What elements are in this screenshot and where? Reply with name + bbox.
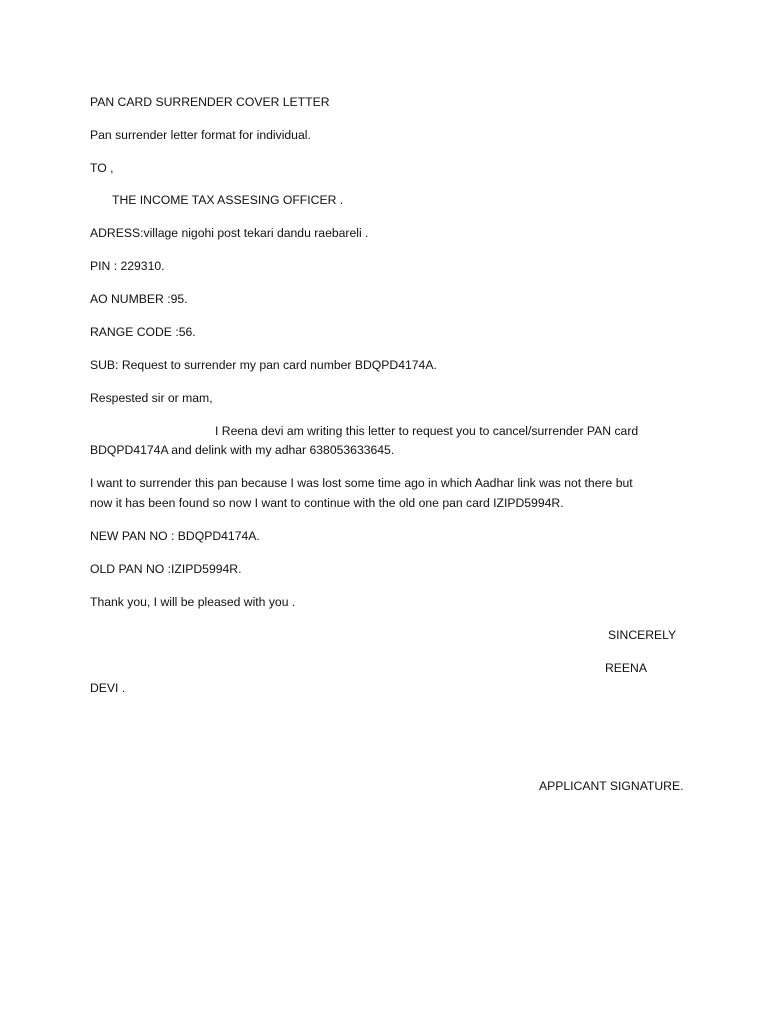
body-paragraph-2-line-2: now it has been found so now I want to continue with the old one pan card IZIPD5994R. — [90, 496, 564, 510]
letter-subheading: Pan surrender letter format for individual. — [90, 128, 311, 142]
new-pan-line: NEW PAN NO : BDQPD4174A. — [90, 529, 260, 543]
signer-name-part-1: REENA — [605, 661, 647, 675]
signature-label: APPLICANT SIGNATURE. — [539, 779, 684, 793]
address-line: ADRESS:village nigohi post tekari dandu raebareli . — [90, 226, 369, 240]
pin-line: PIN : 229310. — [90, 259, 165, 273]
ao-number-line: AO NUMBER :95. — [90, 292, 188, 306]
letter-heading: PAN CARD SURRENDER COVER LETTER — [90, 95, 330, 109]
to-line: TO , — [90, 161, 114, 175]
recipient-line: THE INCOME TAX ASSESING OFFICER . — [112, 193, 344, 207]
closing-line: SINCERELY — [608, 628, 677, 642]
thanks-line: Thank you, I will be pleased with you . — [90, 595, 296, 609]
body-paragraph-1-line-2: BDQPD4174A and delink with my adhar 638053633645. — [90, 443, 395, 457]
body-paragraph-1-line-1: I Reena devi am writing this letter to request you to cancel/surrender PAN card — [215, 424, 639, 438]
signer-name-part-2: DEVI . — [90, 681, 126, 695]
subject-line: SUB: Request to surrender my pan card number BDQPD4174A. — [90, 358, 437, 372]
body-paragraph-2-line-1: I want to surrender this pan because I was lost some time ago in which Aadhar link was not there but — [90, 476, 633, 490]
range-code-line: RANGE CODE :56. — [90, 325, 196, 339]
old-pan-line: OLD PAN NO :IZIPD5994R. — [90, 562, 242, 576]
salutation-line: Respested sir or mam, — [90, 391, 213, 405]
